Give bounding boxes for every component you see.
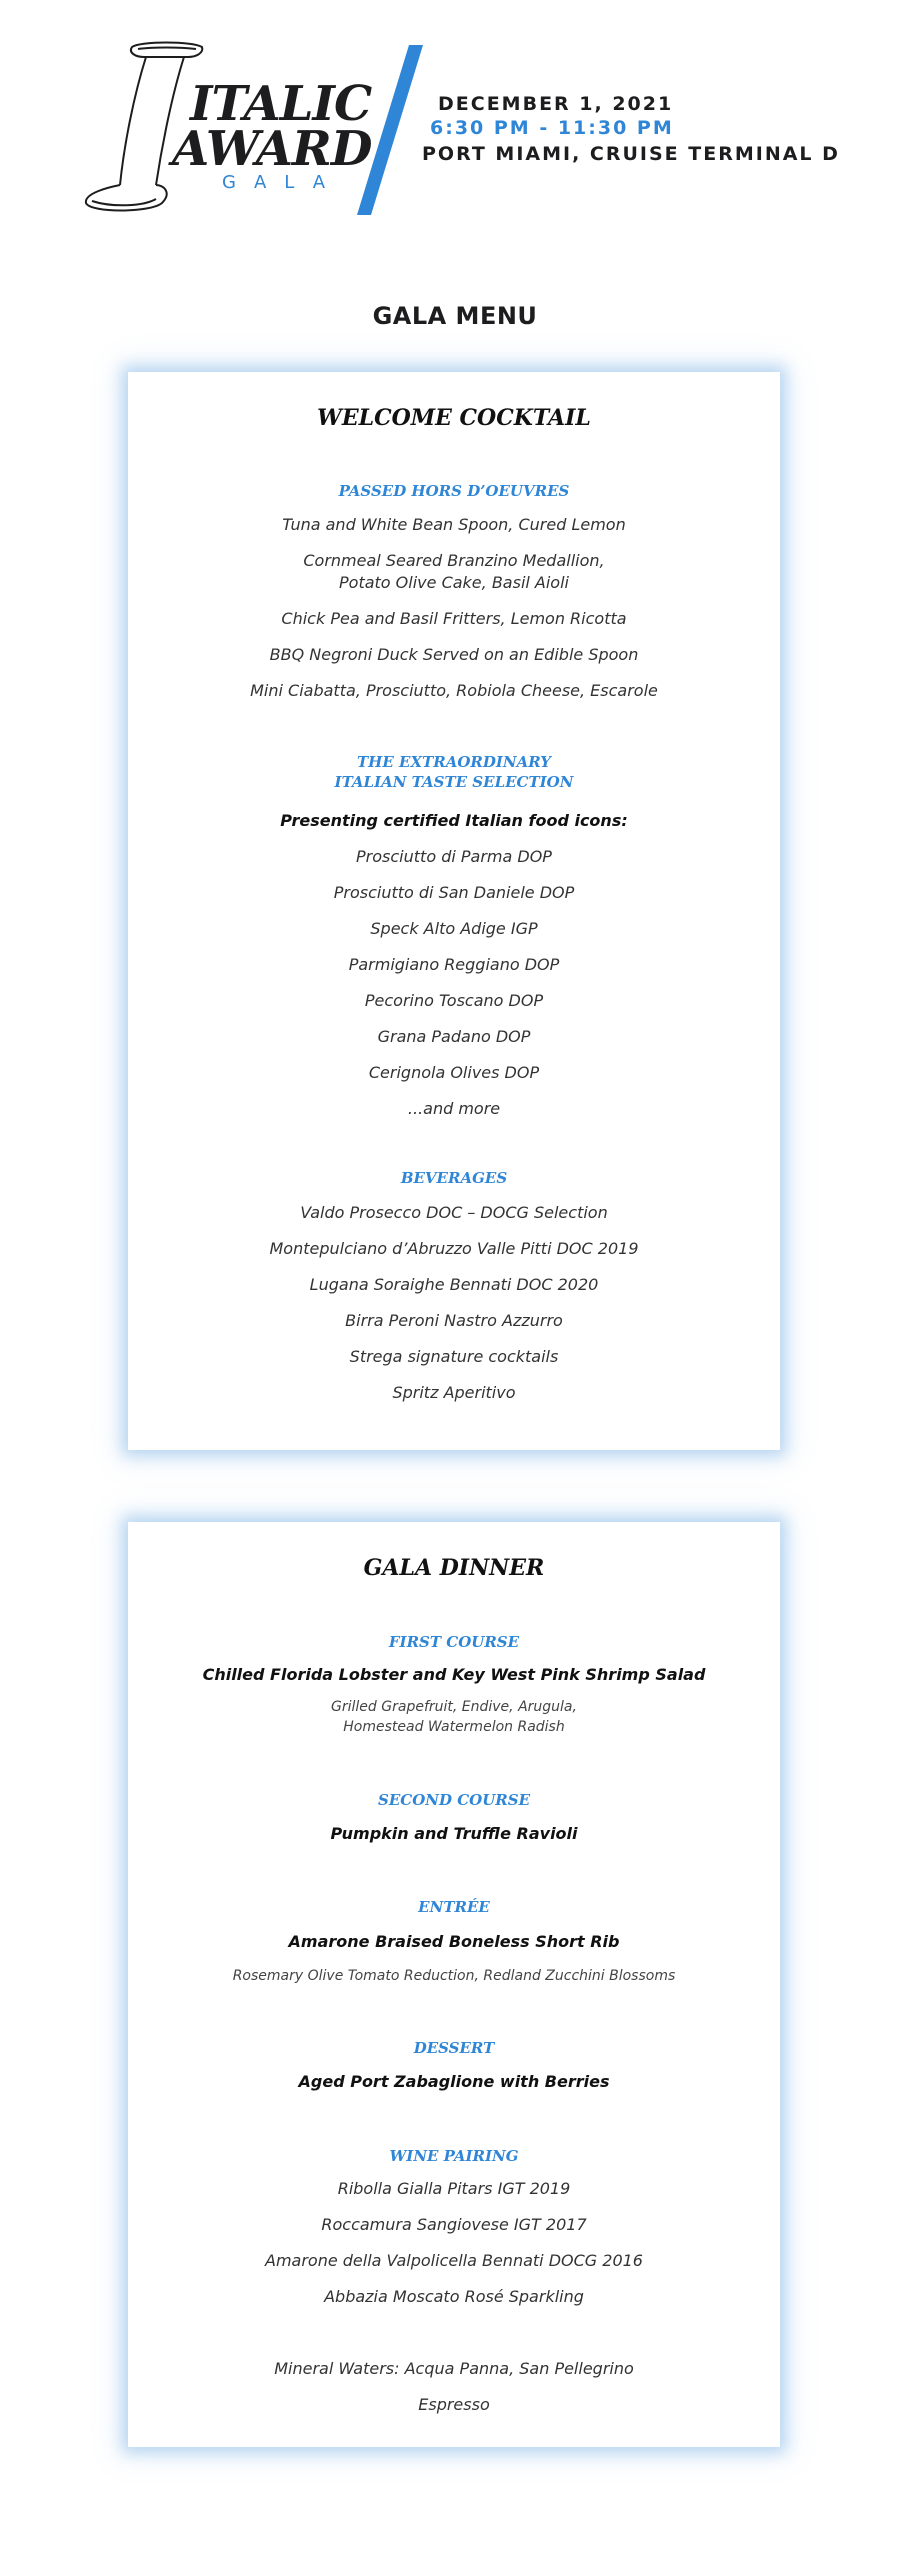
dish-name: Pumpkin and Truffle Ravioli <box>330 1824 578 1843</box>
section-title-first-course: FIRST COURSE <box>388 1633 520 1651</box>
logo-title-line-2: AWARD <box>172 121 372 177</box>
event-time: 6:30 PM - 11:30 PM <box>430 117 674 139</box>
section-title-wine-pairing: WINE PAIRING <box>389 2147 519 2165</box>
menu-item: Prosciutto di San Daniele DOP <box>333 883 575 902</box>
menu-item: Montepulciano d’Abruzzo Valle Pitti DOC 2019 <box>269 1239 639 1258</box>
menu-item: Potato Olive Cake, Basil Aioli <box>339 573 569 592</box>
logo-title-line-1: ITALIC <box>190 76 372 132</box>
beverage-list <box>128 1202 780 1404</box>
taste-lead: Presenting certified Italian food icons: <box>280 811 628 830</box>
welcome-cocktail-card <box>128 372 780 1450</box>
section-title-dessert: DESSERT <box>413 2039 495 2057</box>
taste-list <box>128 846 780 1120</box>
menu-item: Mini Ciabatta, Prosciutto, Robiola Cheese, Escarole <box>250 681 658 700</box>
dish-description: Grilled Grapefruit, Endive, Arugula, <box>331 1699 577 1715</box>
dish-description: Homestead Watermelon Radish <box>343 1719 565 1735</box>
menu-item: Espresso <box>418 2395 490 2414</box>
menu-item: Birra Peroni Nastro Azzurro <box>345 1311 563 1330</box>
event-header <box>0 0 910 230</box>
menu-item: Amarone della Valpolicella Bennati DOCG 2016 <box>265 2251 643 2270</box>
menu-item: Mineral Waters: Acqua Panna, San Pellegrino <box>274 2359 634 2378</box>
menu-item: Strega signature cocktails <box>349 1347 559 1366</box>
menu-item: Chick Pea and Basil Fritters, Lemon Ricotta <box>281 609 627 628</box>
gala-dinner-card <box>128 1522 780 2447</box>
menu-item: Prosciutto di Parma DOP <box>356 847 552 866</box>
dish-name: Chilled Florida Lobster and Key West Pink Shrimp Salad <box>202 1665 706 1684</box>
event-date: DECEMBER 1, 2021 <box>438 93 674 115</box>
section-title-taste-line-2: ITALIAN TASTE SELECTION <box>334 773 574 791</box>
section-title-second-course: SECOND COURSE <box>377 1791 531 1809</box>
menu-item: Tuna and White Bean Spoon, Cured Lemon <box>282 515 626 534</box>
dish-name: Amarone Braised Boneless Short Rib <box>288 1932 620 1951</box>
menu-item: Valdo Prosecco DOC – DOCG Selection <box>300 1203 608 1222</box>
dish-name: Aged Port Zabaglione with Berries <box>298 2072 610 2091</box>
section-title-beverages: BEVERAGES <box>400 1169 508 1187</box>
card-title: WELCOME COCKTAIL <box>317 405 591 431</box>
dish-description: Rosemary Olive Tomato Reduction, Redland Zucchini Blossoms <box>232 1968 676 1984</box>
menu-item: ...and more <box>407 1099 501 1118</box>
page-title: GALA MENU <box>372 302 538 330</box>
menu-item: Cerignola Olives DOP <box>368 1063 540 1082</box>
section-title-entree: ENTRÉE <box>418 1898 490 1916</box>
extras-list <box>128 2358 780 2416</box>
menu-item: Ribolla Gialla Pitars IGT 2019 <box>337 2179 571 2198</box>
section-title-hors-doeuvres: PASSED HORS D’OEUVRES <box>338 482 570 500</box>
divider-slash-icon <box>355 40 435 220</box>
menu-item: Pecorino Toscano DOP <box>364 991 544 1010</box>
menu-item: Grana Padano DOP <box>377 1027 531 1046</box>
menu-item: Speck Alto Adige IGP <box>370 919 538 938</box>
menu-item: Spritz Aperitivo <box>392 1383 516 1402</box>
menu-item: Roccamura Sangiovese IGT 2017 <box>321 2215 587 2234</box>
wine-list <box>128 2178 780 2308</box>
menu-item: Cornmeal Seared Branzino Medallion, <box>303 551 605 570</box>
card-title: GALA DINNER <box>363 1555 545 1581</box>
menu-item: Abbazia Moscato Rosé Sparkling <box>324 2287 584 2306</box>
event-location: PORT MIAMI, CRUISE TERMINAL D <box>422 143 840 165</box>
menu-item: Lugana Soraighe Bennati DOC 2020 <box>309 1275 599 1294</box>
section-title-taste-line-1: THE EXTRAORDINARY <box>357 753 551 771</box>
menu-item: Parmigiano Reggiano DOP <box>348 955 560 974</box>
logo-subtitle: GALA <box>222 172 344 193</box>
menu-item: BBQ Negroni Duck Served on an Edible Spoon <box>269 645 639 664</box>
